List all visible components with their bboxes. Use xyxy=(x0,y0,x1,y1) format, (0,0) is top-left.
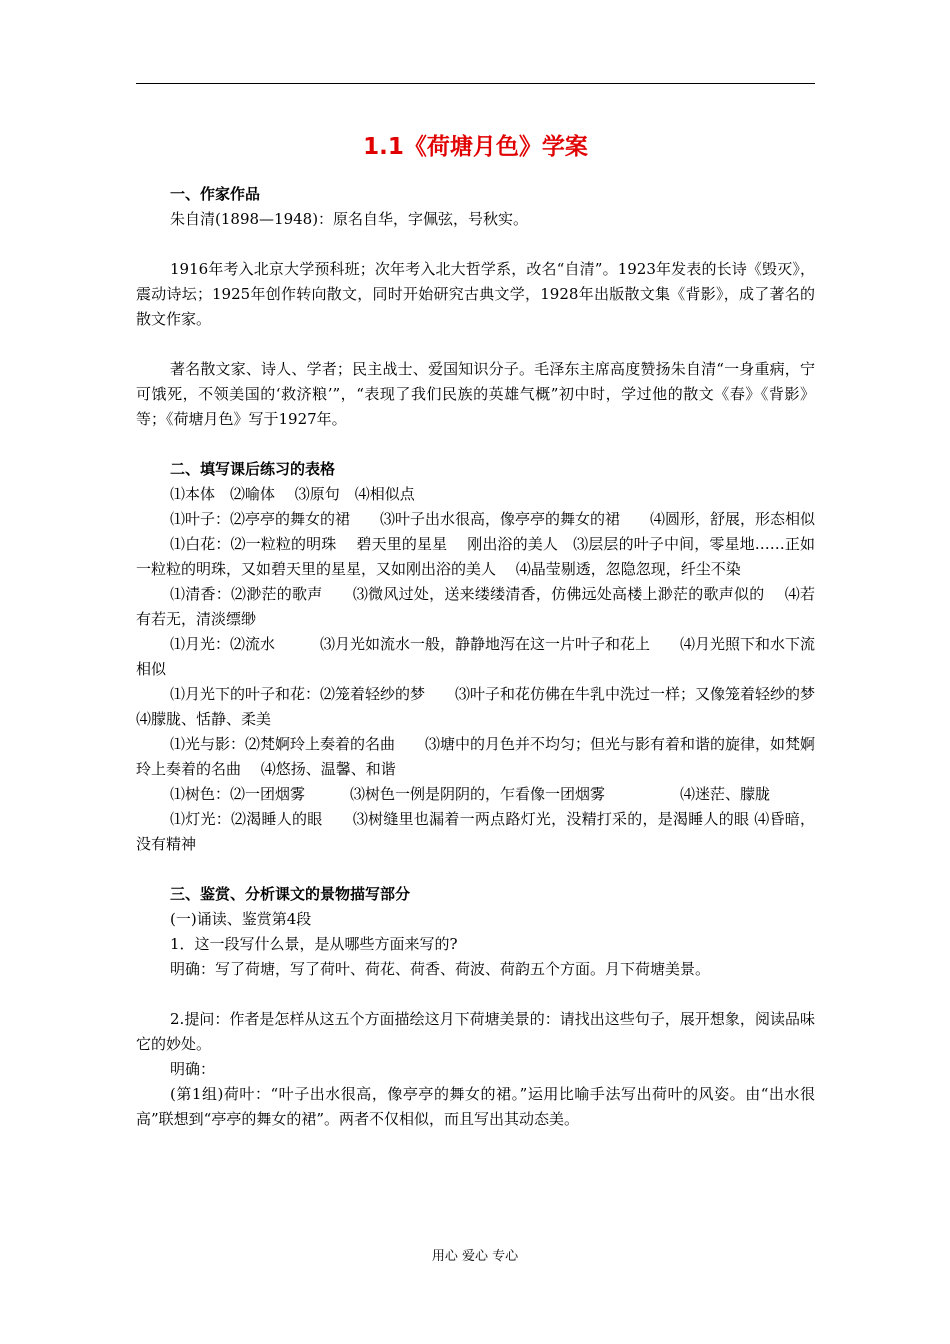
document-body xyxy=(136,128,835,1132)
paragraph: 明确： xyxy=(170,1060,216,1078)
page-footer: 用心 爱心 专心 xyxy=(431,1249,519,1264)
header-rule xyxy=(136,83,815,84)
section-author xyxy=(136,182,815,432)
paragraph: ⑴叶子：⑵亭亭的舞女的裙 ⑶叶子出水很高，像亭亭的舞女的裙 ⑷圆形，舒展，形态相似 xyxy=(170,510,816,528)
section-heading: 二、填写课后练习的表格 xyxy=(170,460,336,478)
paragraph: ⑴本体 ⑵喻体 ⑶原句 ⑷相似点 xyxy=(170,485,415,503)
spacer xyxy=(136,232,815,257)
section-heading: 一、作家作品 xyxy=(170,185,261,203)
paragraph: ⑴月光下的叶子和花：⑵笼着轻纱的梦 ⑶叶子和花仿佛在牛乳中洗过一样；又像笼着轻纱的梦 ⑷朦胧、恬静、柔美 xyxy=(136,685,835,728)
paragraph: ⑴光与影：⑵梵婀玲上奏着的名曲 ⑶塘中的月色并不均匀；但光与影有着和谐的旋律，如梵婀玲上奏着的名曲 ⑷悠扬、温馨、和谐 xyxy=(136,735,816,778)
section-exercise-table xyxy=(136,457,835,857)
paragraph: 明确：写了荷塘，写了荷叶、荷花、荷香、荷波、荷韵五个方面。月下荷塘美景。 xyxy=(170,960,711,978)
document-title: 1.1《荷塘月色》学案 xyxy=(363,134,588,160)
spacer xyxy=(136,857,815,882)
paragraph: 著名散文家、诗人、学者；民主战士、爱国知识分子。毛泽东主席高度赞扬朱自清“一身重病，宁可饿死，不领美国的‘救济粮’”，“表现了我们民族的英雄气概”初中时，学过他的散文《春》《背影》等；《荷塘月色》写于1927年。 xyxy=(136,360,815,428)
spacer xyxy=(136,432,815,457)
paragraph: ⑴月光：⑵流水 ⑶月光如流水一般，静静地泻在这一片叶子和花上 ⑷月光照下和水下流相似 xyxy=(136,635,816,678)
paragraph: 1．这一段写什么景，是从哪些方面来写的? xyxy=(170,935,458,953)
paragraph: 2.提问：作者是怎样从这五个方面描绘这月下荷塘美景的：请找出这些句子，展开想象，阅读品味它的妙处。 xyxy=(136,1010,815,1053)
spacer xyxy=(136,982,815,1007)
paragraph: (一)诵读、鉴赏第4段 xyxy=(170,910,312,928)
section-scenery-analysis xyxy=(136,882,815,1132)
paragraph: ⑴树色：⑵一团烟雾 ⑶树色一例是阴阴的，乍看像一团烟雾 ⑷迷茫、朦胧 xyxy=(170,785,771,803)
paragraph: ⑴白花：⑵一粒粒的明珠 碧天里的星星 刚出浴的美人 ⑶层层的叶子中间，零星地……正如一粒粒的明珠，又如碧天里的星星，又如刚出浴的美人 ⑷晶莹剔透，忽隐忽现，纤尘不染 xyxy=(136,535,815,578)
paragraph: ⑴灯光：⑵渴睡人的眼 ⑶树缝里也漏着一两点路灯光，没精打采的，是渴睡人的眼 ⑷昏暗，没有精神 xyxy=(136,810,815,853)
paragraph: 1916年考入北京大学预科班；次年考入北大哲学系，改名“自清”。1923年发表的长诗《毁灭》，震动诗坛；1925年创作转向散文，同时开始研究古典文学，1928年出版散文集《背影》，成了著名的散文作家。 xyxy=(136,260,815,328)
spacer xyxy=(136,332,815,357)
paragraph: 朱自清(1898—1948)：原名自华，字佩弦，号秋实。 xyxy=(170,210,529,228)
paragraph: ⑴清香：⑵渺茫的歌声 ⑶微风过处，送来缕缕清香，仿佛远处高楼上渺茫的歌声似的 ⑷若有若无，清淡缥缈 xyxy=(136,585,815,628)
paragraph: (第1组)荷叶：“叶子出水很高，像亭亭的舞女的裙。”运用比喻手法写出荷叶的风姿。由“出水很高”联想到“亭亭的舞女的裙”。两者不仅相似，而且写出其动态美。 xyxy=(136,1085,815,1128)
section-heading: 三、鉴赏、分析课文的景物描写部分 xyxy=(170,885,411,903)
